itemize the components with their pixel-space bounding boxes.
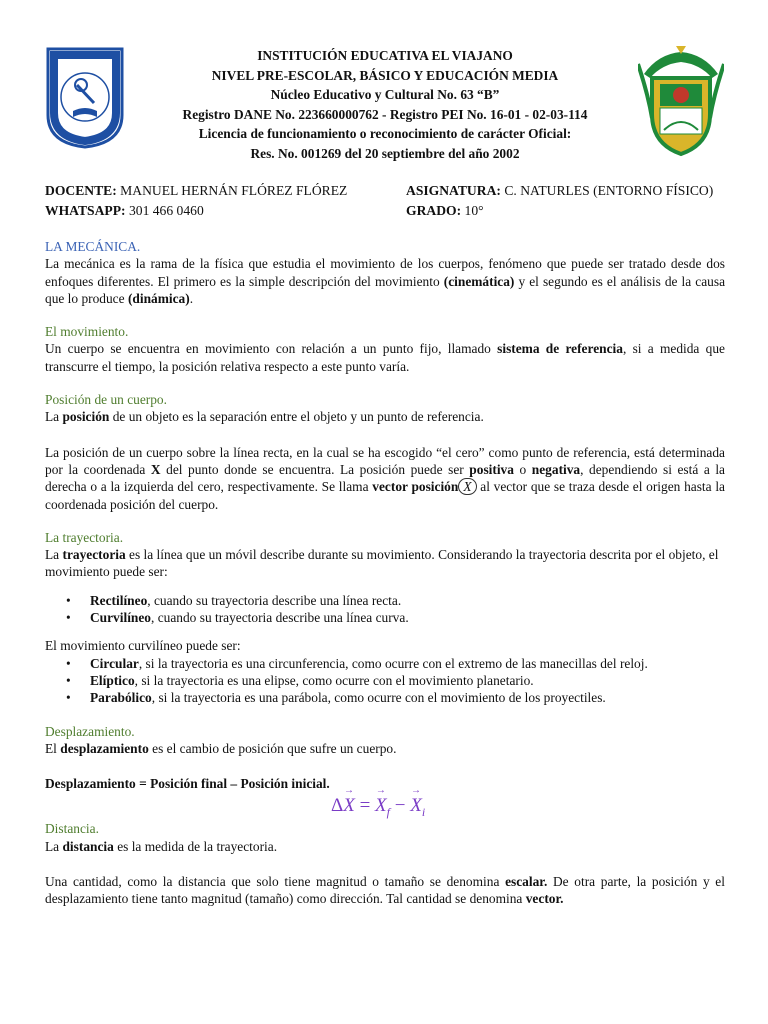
paragraph-movimiento: Un cuerpo se encuentra en movimiento con relación a un punto fijo, llamado sistema de referencia, si a medida que transcurre el tiempo, la posición relativa respecto a este punto varía.	[45, 341, 725, 374]
displacement-formula-label: Desplazamiento = Posición final – Posición inicial.	[45, 776, 330, 792]
header-line-6: Res. No. 001269 del 20 septiembre del año 2002	[250, 145, 520, 161]
section-title-movimiento: El movimiento.	[45, 324, 129, 340]
list-item: • Elíptico, si la trayectoria es una elipse, como ocurre con el movimiento planetario.	[66, 672, 534, 688]
header-line-2: NIVEL PRE-ESCOLAR, BÁSICO Y EDUCACIÓN MEDIA	[211, 67, 559, 83]
section-title-posicion: Posición de un cuerpo.	[45, 392, 167, 408]
vector-position-symbol: X	[458, 478, 476, 495]
header-line-5: Licencia de funcionamiento o reconocimiento de carácter Oficial:	[198, 126, 572, 141]
list-item: • Parabólico, si la trayectoria es una parábola, como ocurre con el movimiento de los proyectiles.	[66, 690, 606, 706]
whatsapp-value: 301 466 0460	[128, 202, 204, 218]
institution-crest-right	[638, 44, 724, 160]
section-title-distancia: Distancia.	[45, 821, 99, 837]
grado-label: GRADO:	[406, 202, 462, 218]
section-title-trayectoria: La trayectoria.	[45, 529, 124, 545]
document-body	[45, 238, 725, 908]
list-item: • Circular, si la trayectoria es una circunferencia, como ocurre con el extremo de las manecillas del reloj.	[66, 655, 648, 671]
paragraph-trayectoria: La trayectoria es la línea que un móvil describe durante su movimiento. Considerando la trayectoria descrita por el objeto, el movimiento puede ser:	[45, 547, 719, 580]
docente-label: DOCENTE:	[45, 183, 117, 198]
docente-value: MANUEL HERNÁN FLÓREZ FLÓREZ	[120, 183, 348, 198]
list-item: • Curvilíneo, cuando su trayectoria describe una línea curva.	[66, 610, 409, 626]
curvilinear-types-list	[45, 655, 725, 707]
grado-value: 10°	[464, 202, 484, 218]
header-line-3: Núcleo Educativo y Cultural No. 63 “B”	[270, 87, 500, 102]
header-line-1: INSTITUCIÓN EDUCATIVA EL VIAJANO	[257, 48, 513, 63]
asignatura-label: ASIGNATURA:	[406, 183, 501, 198]
section-title-desplazamiento: Desplazamiento.	[45, 723, 135, 739]
paragraph-desplazamiento: El desplazamiento es el cambio de posición que sufre un cuerpo.	[45, 740, 397, 756]
teacher-info	[45, 181, 347, 220]
section-title-mecanica: LA MECÁNICA.	[45, 239, 141, 254]
header-line-4: Registro DANE No. 223660000762 - Registro PEI No. 16-01 - 02-03-114	[182, 106, 588, 122]
paragraph-mecanica: La mecánica es la rama de la física que estudia el movimiento de los cuerpos, fenómeno que puede ser tratado desde dos enfoques diferentes. El primero es la simple descripción del movimiento (cinemática) y el segundo es el análisis de la causa que lo produce (dinámica).	[45, 256, 726, 306]
institution-header	[150, 46, 620, 163]
paragraph-scalar-vector: Una cantidad, como la distancia que solo tiene magnitud o tamaño se denomina escalar. De otra parte, la posición y el desplazamiento tiene tanto magnitud (tamaño) como dirección. Tal cantidad se denomina vector.	[45, 874, 725, 907]
displacement-formula: Δ → X = → $X_f$ − → $X_i$	[331, 785, 426, 820]
paragraph-distancia-definition: La distancia es la medida de la trayectoria.	[45, 838, 278, 854]
paragraph-posicion-detail: La posición de un cuerpo sobre la línea recta, en la cual se ha escogido “el cero” como punto de referencia, está determinada por la coordenada X del punto donde se encuentra. La posición puede ser positiva o negativa, dependiendo si está a la derecha o a la izquierda del cero, respectivamente. Se llama vector posición X al vector que se traza desde el origen hasta la coordenada posición del cuerpo.	[45, 444, 726, 512]
curvilinear-intro: El movimiento curvilíneo puede ser:	[45, 638, 241, 654]
list-item: • Rectilíneo, cuando su trayectoria describe una línea recta.	[66, 592, 402, 608]
school-logo-left	[44, 45, 126, 149]
asignatura-value: C. NATURLES (ENTORNO FÍSICO)	[504, 183, 714, 198]
paragraph-posicion-definition: La posición de un objeto es la separación entre el objeto y un punto de referencia.	[45, 409, 484, 425]
motion-types-list	[45, 592, 725, 627]
whatsapp-label: WHATSAPP:	[45, 202, 126, 218]
subject-info	[406, 181, 713, 220]
